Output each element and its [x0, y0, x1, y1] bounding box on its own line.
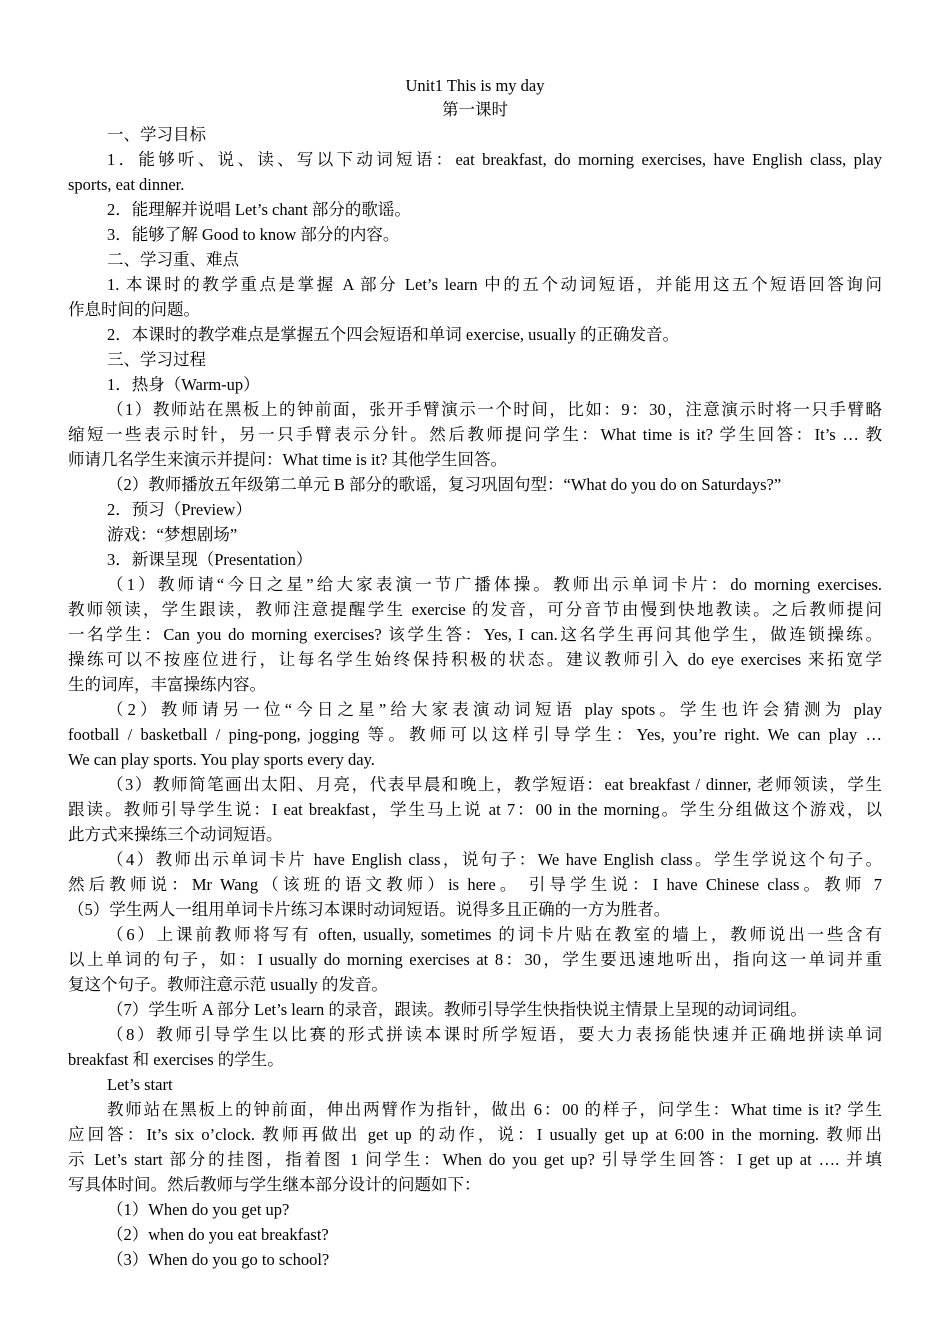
paragraph-line: 游戏：“梦想剧场”: [107, 525, 238, 544]
paragraph-line: 3．新课呈现（Presentation）: [107, 550, 313, 569]
paragraph-line: 以上单词的句子，如：I usually do morning exercises at 8：30，学生要迅速地听出，指向这一单词并重: [68, 950, 882, 969]
paragraph-line: （5）学生两人一组用单词卡片练习本课时动词短语。说得多且正确的一方为胜者。: [68, 900, 671, 919]
document-title: Unit1 This is my day: [405, 76, 545, 95]
paragraph-line: 2．预习（Preview）: [107, 500, 252, 519]
paragraph-line: 然后教师说：Mr Wang（该班的语文教师）is here。 引导学生说：I have Chinese class。教师 7: [68, 875, 882, 894]
paragraph-line: 教师站在黑板上的钟前面，伸出两臂作为指针，做出 6：00 的样子，问学生：What time is it? 学生: [107, 1100, 882, 1119]
paragraph-line: sports, eat dinner.: [68, 175, 185, 194]
paragraph-line: football / basketball / ping-pong, jogging 等。教师可以这样引导学生：Yes, you’re right. We can play …: [68, 725, 882, 744]
paragraph-line: 1．热身（Warm-up）: [107, 375, 260, 394]
paragraph-line: （6）上课前教师将写有 often, usually, sometimes 的词卡片贴在教室的墙上，教师说出一些含有: [107, 925, 882, 944]
paragraph-line: 复这个句子。教师注意示范 usually 的发音。: [68, 975, 388, 994]
paragraph-line: （4）教师出示单词卡片 have English class，说句子：We have English class。学生学说这个句子。: [107, 850, 882, 869]
question-item: （2）when do you eat breakfast?: [107, 1225, 329, 1244]
paragraph-line: 一名学生：Can you do morning exercises? 该学生答：Yes, I can.这名学生再问其他学生，做连锁操练。: [68, 625, 882, 644]
paragraph-line: （1）教师站在黑板上的钟前面，张开手臂演示一个时间，比如：9：30，注意演示时将一只手臂略: [107, 400, 882, 419]
paragraph-line: 2．能理解并说唱 Let’s chant 部分的歌谣。: [107, 200, 411, 219]
section-heading: 二、学习重、难点: [107, 250, 239, 269]
paragraph-line: 师请几名学生来演示并提问：What time is it? 其他学生回答。: [68, 450, 508, 469]
paragraph-line: 1. 本课时的教学重点是掌握 A 部分 Let’s learn 中的五个动词短语，并能用这五个短语回答询问: [107, 275, 882, 294]
paragraph-line: （7）学生听 A 部分 Let’s learn 的录音，跟读。教师引导学生快指快说主情景上呈现的动词词组。: [107, 1000, 807, 1019]
paragraph-line: 作息时间的问题。: [68, 300, 200, 319]
paragraph-line: 示 Let’s start 部分的挂图，指着图 1 问学生：When do you get up? 引导学生回答：I get up at …. 并填: [68, 1150, 882, 1169]
paragraph-line: （2）教师请另一位“今日之星”给大家表演动词短语 play spots。学生也许会猜测为 play: [107, 700, 882, 719]
paragraph-line: 操练可以不按座位进行，让每名学生始终保持积极的状态。建议教师引入 do eye exercises 来拓宽学: [68, 650, 882, 669]
paragraph-line: 教师领读，学生跟读，教师注意提醒学生 exercise 的发音，可分音节由慢到快地教读。之后教师提问: [68, 600, 882, 619]
paragraph-line: 应回答：It’s six o’clock. 教师再做出 get up 的动作，说：I usually get up at 6:00 in the morning. 教师出: [68, 1125, 882, 1144]
paragraph-line: 1．能够听、说、读、写以下动词短语：eat breakfast, do morning exercises, have English class, play: [107, 150, 882, 169]
paragraph-line: 生的词库，丰富操练内容。: [68, 675, 266, 694]
paragraph-line: 跟读。教师引导学生说：I eat breakfast，学生马上说 at 7：00 in the morning。学生分组做这个游戏，以: [68, 800, 882, 819]
paragraph-line: （3）教师简笔画出太阳、月亮，代表早晨和晚上，教学短语：eat breakfast / dinner, 老师领读，学生: [107, 775, 882, 794]
document-subtitle: 第一课时: [442, 100, 508, 119]
paragraph-line: 此方式来操练三个动词短语。: [68, 825, 283, 844]
paragraph-line: 缩短一些表示时针，另一只手臂表示分针。然后教师提问学生：What time is it? 学生回答：It’s … 教: [68, 425, 882, 444]
paragraph-line: 写具体时间。然后教师与学生继本部分设计的问题如下：: [68, 1175, 481, 1194]
section-heading: 一、学习目标: [107, 125, 206, 144]
paragraph-line: 2．本课时的教学难点是掌握五个四会短语和单词 exercise, usually 的正确发音。: [107, 325, 679, 344]
paragraph-line: （1）教师请“今日之星”给大家表演一节广播体操。教师出示单词卡片：do morning exercises.: [107, 575, 882, 594]
paragraph-line: We can play sports. You play sports every day.: [68, 750, 375, 769]
question-item: （1）When do you get up?: [107, 1200, 290, 1219]
paragraph-line: 3．能够了解 Good to know 部分的内容。: [107, 225, 400, 244]
paragraph-line: （2）教师播放五年级第二单元 B 部分的歌谣，复习巩固句型：“What do you do on Saturdays?”: [107, 475, 782, 494]
question-item: （3）When do you go to school?: [107, 1250, 330, 1269]
paragraph-line: breakfast 和 exercises 的学生。: [68, 1050, 284, 1069]
section-heading: Let’s start: [107, 1075, 173, 1094]
section-heading: 三、学习过程: [107, 350, 206, 369]
paragraph-line: （8）教师引导学生以比赛的形式拼读本课时所学短语，要大力表扬能快速并正确地拼读单词: [107, 1025, 882, 1044]
